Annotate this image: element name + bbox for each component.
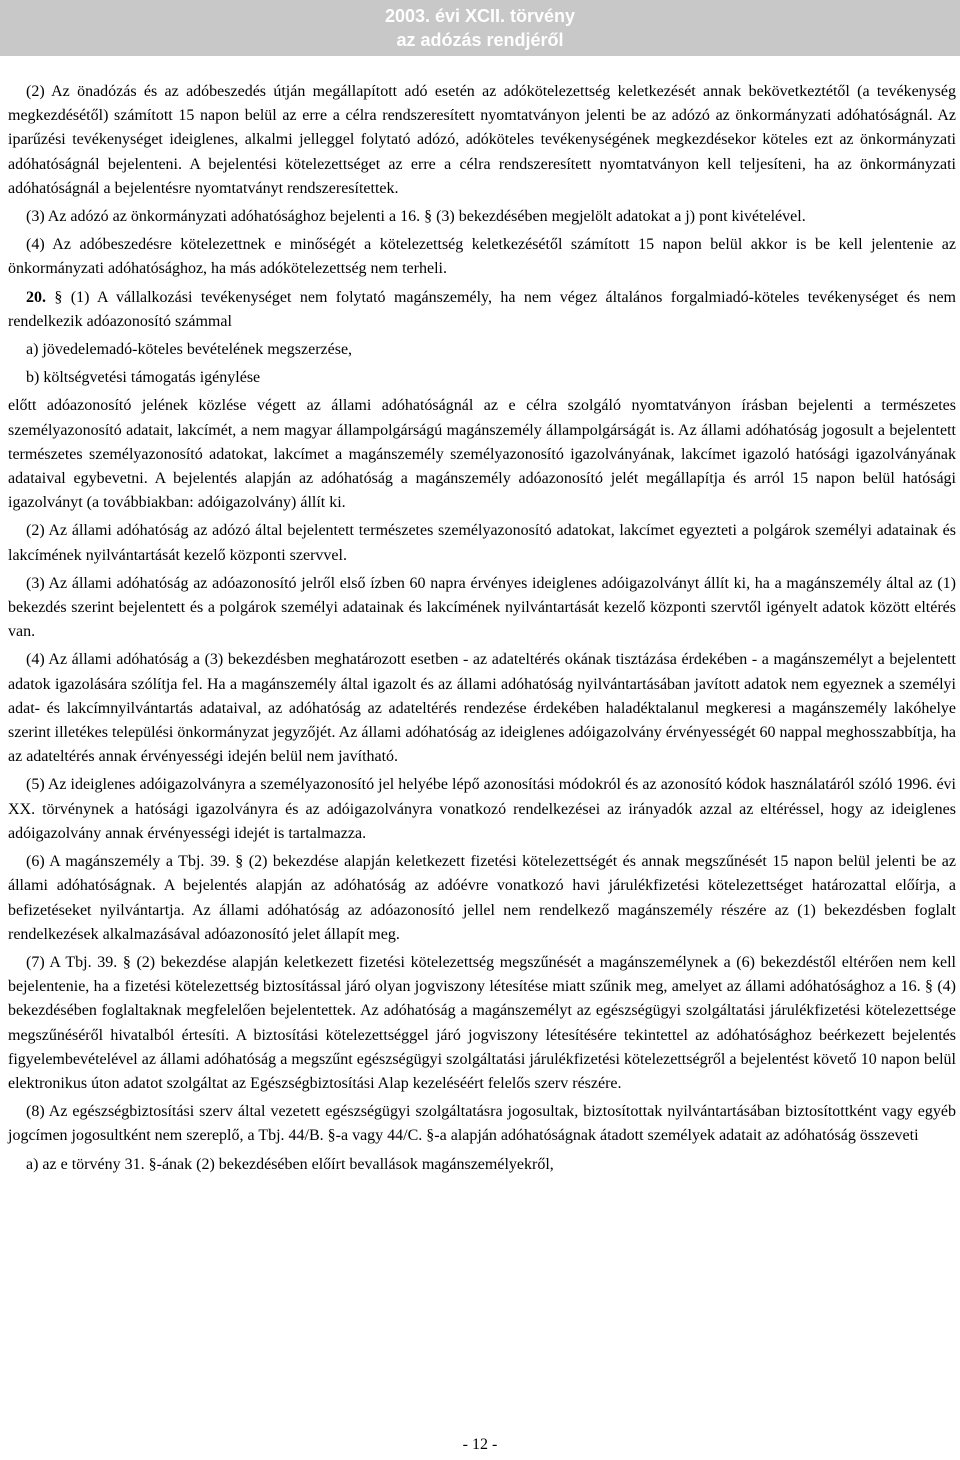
header-law-subtitle: az adózás rendjéről bbox=[396, 30, 564, 50]
list-item: b) költségvetési támogatás igénylése bbox=[26, 369, 261, 387]
paragraph: (2) Az önadózás és az adóbeszedés útján megállapított adó esetén az adókötelezettség keletkezését annak bekövetkeztétől (a tevékenység megkezdésétől) számított 15 napon belül az erre a célra rendszeresített nyomtatványon jelenti be az adózó az önkormányzati adóhatóságnál. Az iparűzési tevékenységet ideiglenes, alkalmi jelleggel folytató adózó, adóköteles tevékenységének megkezdésekor köteles ezt az önkormányzati adóhatóságnál bejelenteni. A bejelentési kötelezettséget az erre a célra rendszeresített nyomtatványon kell teljesíteni, ha az önkormányzati adóhatóságnál a bejelentésre nyomtatványt rendszeresítettek. bbox=[8, 83, 956, 197]
paragraph: (8) Az egészségbiztosítási szerv által vezetett egészségügyi szolgáltatásra jogosultak, biztosítottak nyilvántartásában biztosítottként vagy egyéb jogcímen jogosultként nem szereplő, a Tbj. 44/B. §-a vagy 44/C. §-a alapján adóhatóságnak átadott személyek adatait az adóhatóság összeveti bbox=[8, 1103, 956, 1145]
section-paragraph bbox=[8, 286, 956, 334]
paragraph: (5) Az ideiglenes adóigazolványra a személyazonosító jel helyébe lépő azonosítási módokról és az azonosító kódok használatáról szóló 1996. évi XX. törvénynek a hatósági igazolványra és az adóigazolványra vonatkozó rendelkezései az irányadók azzal az eltéréssel, hogy az ideiglenes adóigazolvány annak érvényességi idejét is tartalmazza. bbox=[8, 776, 956, 842]
list-item: a) jövedelemadó-köteles bevételének megszerzése, bbox=[26, 341, 353, 359]
page-number: - 12 - bbox=[462, 1436, 498, 1453]
section-text: § (1) A vállalkozási tevékenységet nem folytató magánszemély, ha nem végez általános forgalmiadó-köteles tevékenységet és nem rendelkezik adóazonosító számmal bbox=[8, 288, 956, 330]
document-body bbox=[8, 80, 956, 1181]
list-item: a) az e törvény 31. §-ának (2) bekezdésében előírt bevallások magánszemélyekről, bbox=[26, 1155, 554, 1173]
paragraph: (7) A Tbj. 39. § (2) bekezdése alapján keletkezett fizetési kötelezettség megszűnését a magánszemélynek a (6) bekezdéstől eltérően nem kell bejelentenie, ha a fizetési kötelezettség biztosítással járó olyan jogviszony létesítése miatt szűnik meg, amelyet az állami adóhatósághoz a 16. § (4) bekezdésében foglaltaknak megfelelően bejelentettek. Az adóhatóság a magánszemélyt az egészségügyi szolgáltatási járulékfizetési kötelezettsége megszűnéséről hivatalból értesíti. A biztosítási kötelezettséggel járó jogviszony létesítésére tekintettel az adóhatósághoz beérkezett bejelentés figyelembevételével az állami adóhatóság a megszűnt egészségügyi szolgáltatási járulékfizetési kötelezettségről a bejelentést követő 10 napon belül elektronikus úton adatot szolgáltat az Egészségbiztosítási Alap kezeléséért felelős szerv részére. bbox=[8, 953, 956, 1092]
paragraph: előtt adóazonosító jelének közlése végett az állami adóhatóságnál az e célra szolgáló nyomtatványon írásban bejelenti a természetes személyazonosító adatait, lakcímét, a nem magyar állampolgárságú magánszemély állampolgárságát is. Az állami adóhatóság jogosult a bejelentett természetes személyazonosító adatokat, lakcímet a magánszemély személyazonosító igazolványának, lakcímet igazoló hatósági igazolványának adataival egybevetni. A bejelentés alapján az adóhatóság a magánszemély adóazonosító jelét megállapítja és arról 15 napon belül hatósági igazolványt (a továbbiakban: adóigazolvány) állít ki. bbox=[8, 397, 956, 512]
paragraph: (2) Az állami adóhatóság az adózó által bejelentett természetes személyazonosító adatokat, lakcímet egyezteti a polgárok személyi adatainak és lakcímének nyilvántartását kezelő központi szervvel. bbox=[8, 522, 956, 564]
header-law-title: 2003. évi XCII. törvény bbox=[384, 6, 576, 26]
section-number: 20. bbox=[26, 288, 46, 306]
paragraph: (4) Az adóbeszedésre kötelezettnek e minőségét a kötelezettség keletkezésétől számított 15 napon belül akkor is be kell jelentenie az önkormányzati adóhatósághoz, ha más adókötelezettség nem terheli. bbox=[8, 236, 956, 278]
paragraph: (3) Az adózó az önkormányzati adóhatósághoz bejelenti a 16. § (3) bekezdésében megjelölt adatokat a j) pont kivételével. bbox=[26, 208, 806, 226]
paragraph: (4) Az állami adóhatóság a (3) bekezdésben meghatározott esetben - az adateltérés okának tisztázása érdekében - a magánszemélyt a bejelentett adatok igazolására szólítja fel. Ha a magánszemély által igazolt és az állami adóhatóság nyilvántartásában javított adatok nem egyeznek a személyi adat- és lakcímnyilvántartás adataival, az adóhatóság az adateltérés rendezése érdekében haladéktalanul megkeresi a magánszemély lakóhelye szerint illetékes települési önkormányzat jegyzőjét. Az állami adóhatóság az ideiglenes adóigazolvány érvényességét 60 nappal meghosszabbítja, ha az adateltérés annak érvényességi idején belül nem javítható. bbox=[8, 651, 956, 766]
paragraph: (3) Az állami adóhatóság az adóazonosító jelről első ízben 60 napra érvényes ideiglenes adóigazolványt állít ki, ha a magánszemély által az (1) bekezdés szerint bejelentett és a polgárok személyi adatainak és lakcímének nyilvántartását kezelő központi szervtől igényelt adatok között eltérés van. bbox=[8, 574, 956, 641]
document-header bbox=[0, 0, 960, 56]
paragraph: (6) A magánszemély a Tbj. 39. § (2) bekezdése alapján keletkezett fizetési kötelezettségét és annak megszűnését 15 napon belül jelenti be az állami adóhatóságnak. A bejelentés alapján az adóhatóság az adóévre vonatkozó havi járulékfizetési kötelezettséget határozattal előírja, a befizetéseket nyilvántartja. Az állami adóhatóság az adóazonosító jellel nem rendelkező magánszemély részére az (1) bekezdésben foglalt rendelkezések alkalmazásával adóazonosító jelet állapít meg. bbox=[8, 853, 956, 943]
